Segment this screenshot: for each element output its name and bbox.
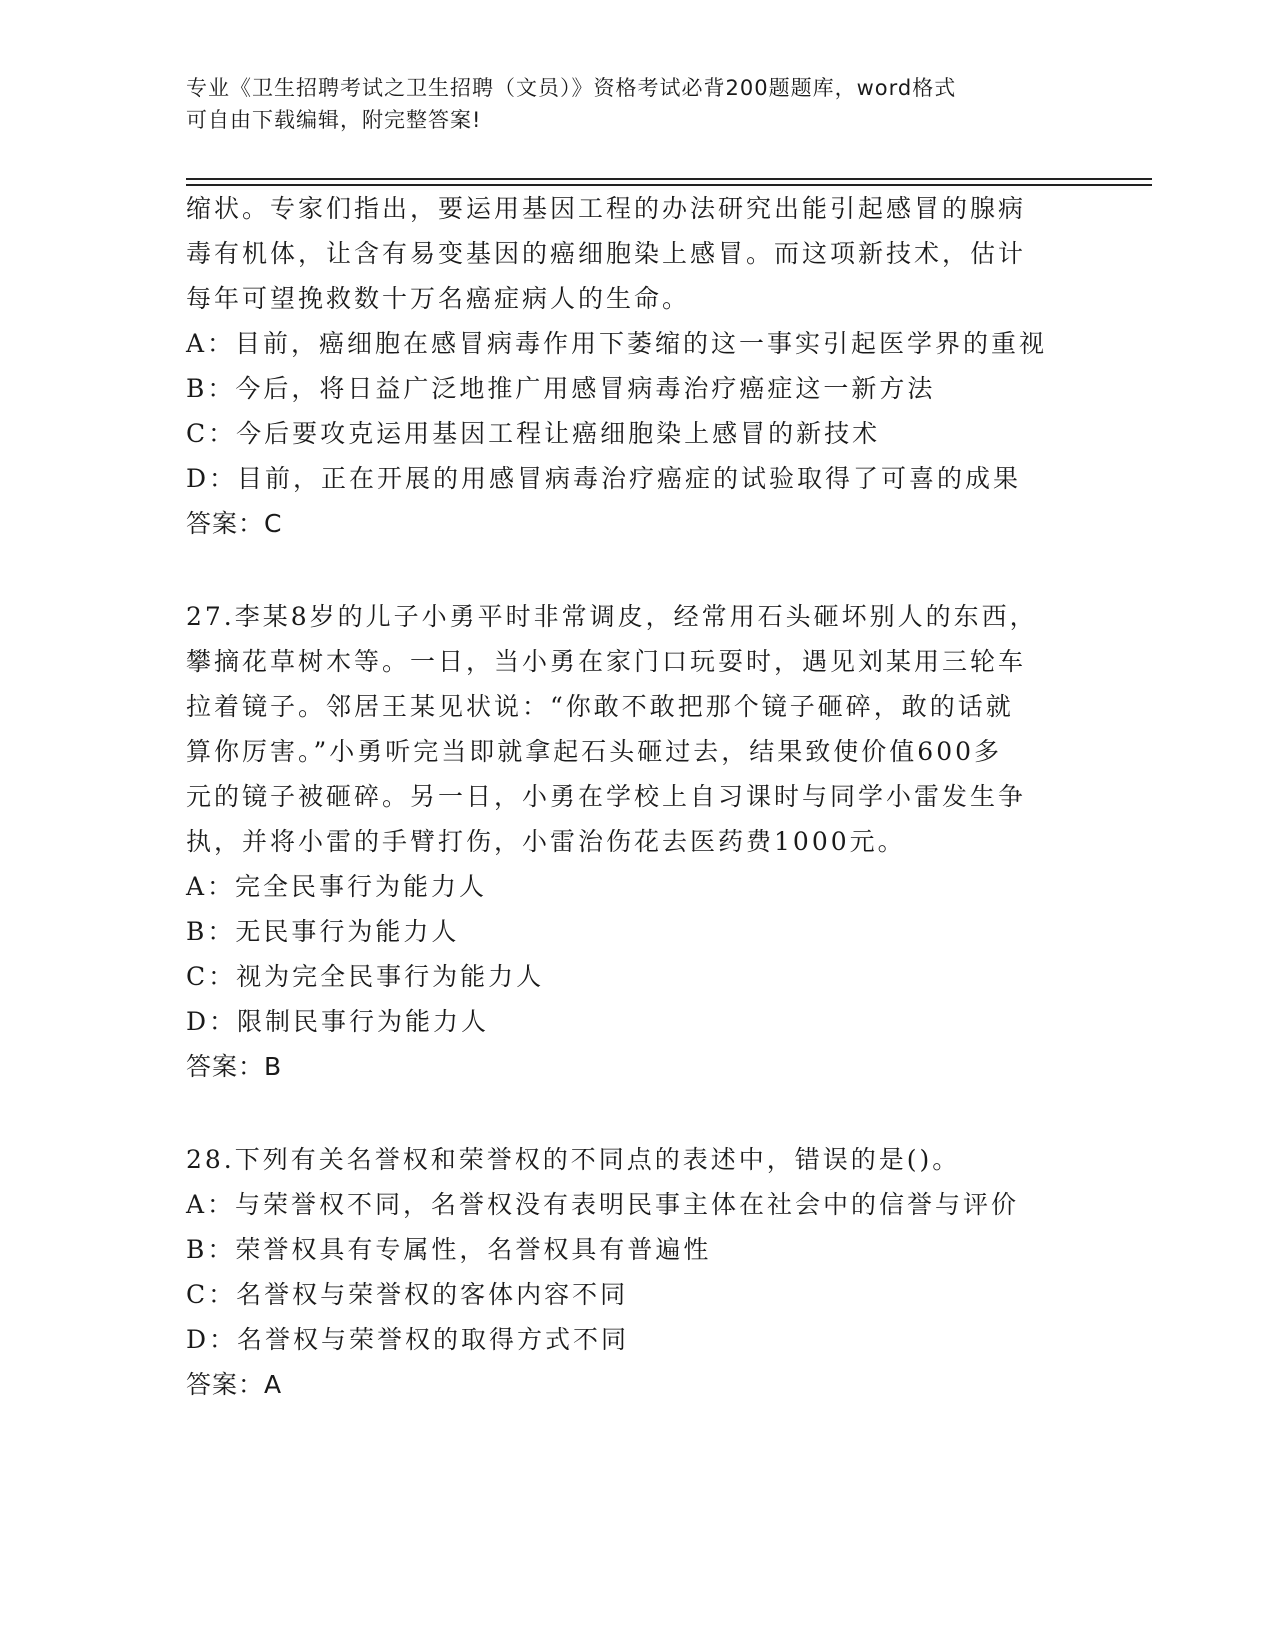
page-header (186, 72, 1066, 136)
option-d: D：名誉权与荣誉权的取得方式不同 (186, 1325, 630, 1354)
spacer (186, 1089, 1086, 1137)
option-b: B：无民事行为能力人 (186, 917, 460, 946)
question-block-continued (186, 186, 1086, 546)
header-title-line-1: 专业《卫生招聘考试之卫生招聘（文员）》资格考试必背200题题库，word格式 (186, 76, 957, 100)
option-a: A：与荣誉权不同，名誉权没有表明民事主体在社会中的信誉与评价 (186, 1190, 1020, 1219)
question-stem-line: 攀摘花草树木等。一日，当小勇在家门口玩耍时，遇见刘某用三轮车 (186, 647, 1027, 676)
question-block-28 (186, 1137, 1086, 1407)
answer-label: 答案：C (186, 509, 283, 538)
question-block-27 (186, 594, 1086, 1089)
header-divider-top (186, 178, 1152, 180)
option-c: C：视为完全民事行为能力人 (186, 962, 545, 991)
option-c: C：今后要攻克运用基因工程让癌细胞染上感冒的新技术 (186, 419, 881, 448)
question-stem-line: 每年可望挽救数十万名癌症病人的生命。 (186, 284, 691, 313)
option-b: B：荣誉权具有专属性，名誉权具有普遍性 (186, 1235, 712, 1264)
question-stem-line: 28.下列有关名誉权和荣誉权的不同点的表述中，错误的是()。 (186, 1145, 961, 1174)
option-d: D：限制民事行为能力人 (186, 1007, 490, 1036)
spacer (186, 546, 1086, 594)
question-stem-line: 缩状。专家们指出，要运用基因工程的办法研究出能引起感冒的腺病 (186, 194, 1027, 223)
option-b: B：今后，将日益广泛地推广用感冒病毒治疗癌症这一新方法 (186, 374, 936, 403)
header-title-line-2: 可自由下载编辑，附完整答案! (186, 108, 482, 132)
option-a: A：目前，癌细胞在感冒病毒作用下萎缩的这一事实引起医学界的重视 (186, 329, 1048, 358)
question-stem-line: 执，并将小雷的手臂打伤，小雷治伤花去医药费1000元。 (186, 827, 906, 856)
question-stem-line: 27.李某8岁的儿子小勇平时非常调皮，经常用石头砸坏别人的东西， (186, 602, 1038, 631)
question-content (186, 186, 1086, 1407)
question-stem-line: 算你厉害。”小勇听完当即就拿起石头砸过去，结果致使价值600多 (186, 737, 1003, 766)
question-stem-line: 毒有机体，让含有易变基因的癌细胞染上感冒。而这项新技术，估计 (186, 239, 1027, 268)
option-c: C：名誉权与荣誉权的客体内容不同 (186, 1280, 629, 1309)
question-stem-line: 元的镜子被砸碎。另一日，小勇在学校上自习课时与同学小雷发生争 (186, 782, 1027, 811)
option-a: A：完全民事行为能力人 (186, 872, 488, 901)
question-stem-line: 拉着镜子。邻居王某见状说：“你敢不敢把那个镜子砸碎，敢的话就 (186, 692, 1014, 721)
answer-label: 答案：A (186, 1370, 283, 1399)
answer-label: 答案：B (186, 1052, 283, 1081)
option-d: D：目前，正在开展的用感冒病毒治疗癌症的试验取得了可喜的成果 (186, 464, 1022, 493)
